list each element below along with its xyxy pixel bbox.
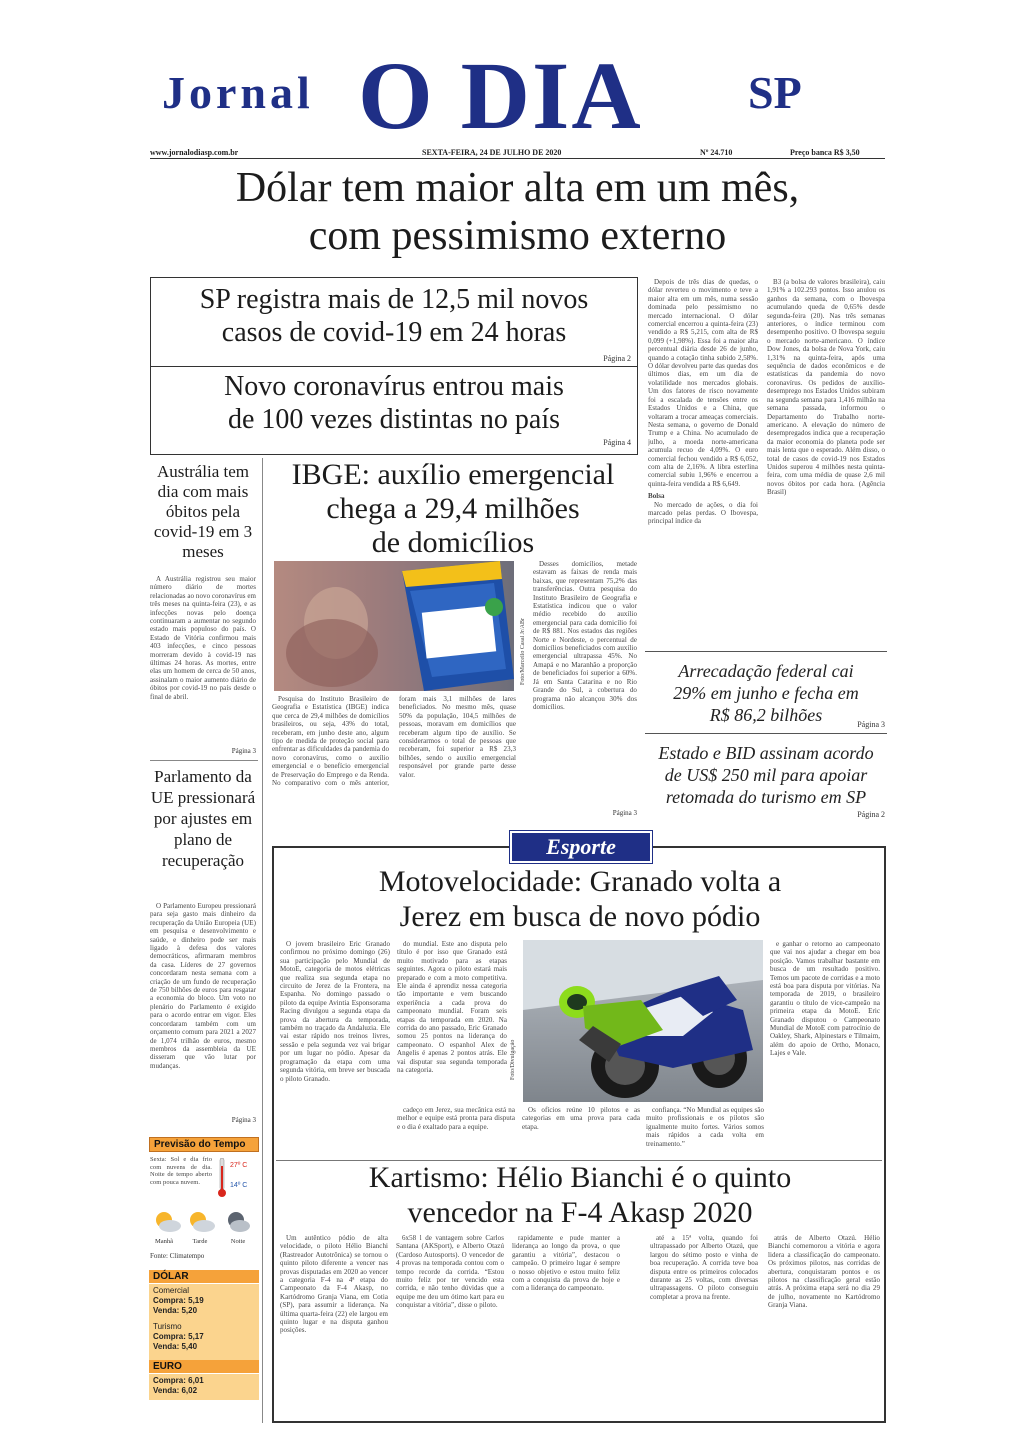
dollar-story-col2 bbox=[767, 278, 885, 646]
moto-photo-credit: Foto/Divulgação bbox=[510, 1039, 516, 1080]
euro-box bbox=[149, 1374, 259, 1400]
australia-body: A Austrália registrou seu maior número diário de mortes relacionadas ao novo coronavírus em três meses na quinta-feira (23), e as infecções novas pelo doença continuaram a aumentar no segundo estado mais populoso do país. O Estado de Vitória confirmou mais 403 infecções, e cinco pessoas morreram devido à covid-19 nas últimas 24 horas. As mortes, entre elas um homem de cerca de 50 anos, assinalam o maior aumento diário de óbitos por covid-19 no país desde o final de abril. bbox=[150, 575, 256, 701]
moto-body-bottom2: Os ofícios reúne 10 pilotos e as categorias em uma prova para cada etapa. bbox=[522, 1106, 640, 1131]
moto-col2 bbox=[397, 940, 507, 1100]
moto-body-bottom3: confiança. “No Mundial as equipes são muito profissionais e os pilotos são igualmente muito fortes. Vários somos mais rápidos a cada volta em treinamento.” bbox=[646, 1106, 764, 1148]
parlamento-page-ref: Página 3 bbox=[231, 1116, 256, 1124]
ibge-text-left bbox=[272, 695, 516, 821]
box-divider bbox=[151, 366, 637, 367]
bolsa-subtitle: Bolsa bbox=[648, 492, 665, 501]
masthead-jornal: Jornal bbox=[162, 67, 314, 118]
moto-col-bottom2 bbox=[522, 1106, 640, 1158]
ibge-line3: de domicílios bbox=[371, 526, 535, 559]
moto-photo bbox=[523, 940, 763, 1102]
box2-line2: de 100 vezes distintas no país bbox=[227, 404, 561, 435]
euro-title: EURO bbox=[149, 1360, 259, 1373]
parlamento-body: O Parlamento Europeu pressionará para seja gasto mais dinheiro da recuperação da União Europeia (UE) em pesquisa e desenvolvimento e saúde, e dinheiro pode ser mais ligado à defesa dos valores democráticos, afirmaram membros da casa. Líderes de 27 governos concordaram nesta semana com a criação de um fundo de recuperação de 750 bilhões de euros para resgatar a economia do bloco. Um voto no plenário do Parlamento é exigido para o acordo entrar em vigor. Eles concordaram também com um orçamento comum para 2021 a 2027 de 1,074 trilhão de euros, mesmo membros da assembleia da UE disseram que vão lutar por mudanças. bbox=[150, 902, 256, 1070]
sun-cloud-icon bbox=[152, 1210, 182, 1234]
box1-line1: SP registra mais de 12,5 mil novos bbox=[199, 284, 589, 315]
kart-body2: 6x58 l de vantagem sobre Carlos Santana (AKSport), e Alberto Otazú (Cardoso Autosports). O vencedor de 4 provas na temporada contou com o tempo recorde da corrida. “Estou muito feliz por ter vencido esta corrida, e não tenho dúvidas que a equipe me deu um ótimo kart para eu conquistar a vitória”, disse o piloto. bbox=[396, 1234, 504, 1310]
estado-bid-line1: Estado e BID assinam acordo bbox=[658, 743, 874, 763]
edition-number: Nº 24.710 bbox=[700, 148, 733, 157]
arrecadacao-page-ref: Página 3 bbox=[857, 720, 885, 729]
rule bbox=[645, 651, 887, 652]
box1-headline[interactable] bbox=[151, 283, 637, 349]
weather-title: Previsão do Tempo bbox=[149, 1137, 259, 1152]
dolar-turismo-venda: Venda: 5,40 bbox=[153, 1342, 198, 1351]
min-temp: 14º C bbox=[230, 1182, 248, 1189]
ibge-photo-credit: Foto/Marcello Casal Jr/ABr bbox=[520, 618, 526, 685]
kart-line2: vencedor na F-4 Akasp 2020 bbox=[407, 1196, 753, 1229]
moto-body1: O jovem brasileiro Eric Granado confirmou no próximo domingo (26) sua participação pelo Mundial de MotoE, categoria de motos elétricas que realiza sua segunda etapa no circuito de Jerez de la Frontera, na Espanha. No domingo passado o piloto da equipe Avintia Esponsorama Racing divulgou a segunda etapa da prova da abertura da temporada, também no traçado da Andaluzia. Ele vai estar rápido nos treinos livres, sessão e pela segunda vez vai brigar por um lugar no pódio. Apesar da programação da etapa com uma segunda vitória, em breve ser buscada o piloto Granado. bbox=[280, 940, 390, 1083]
main-headline-line2: com pessimismo externo bbox=[308, 213, 727, 259]
moto-line2: Jerez em busca de novo pódio bbox=[399, 900, 761, 933]
arrecadacao-line2: 29% em junho e fecha em bbox=[673, 683, 859, 703]
dollar-story-text1: Depois de três dias de quedas, o dólar reverteu o movimento e teve a maior alta em um mês, numa sessão dominada pelo pessimismo no mercado internacional. O dólar comercial encerrou a quinta-feira (23) vendido a R$ 5,215, com alta de R$ 0,099 (+1,98%). Essa foi a maior alta percentual diária desde 26 de junho, quando a cotação tinha subido 2,58%. O dólar devolveu parte das quedas dos últimos dias, em um dia de volatilidade nos mercados globais. Um dos fatores de risco novamente foi a escalada de tensões entre os Estados Unidos e a China, que voltaram a trocar ameaças comerciais. Nesta semana, o governo de Donald Trump e a China. No acumulado de julho, a moeda norte-americana acumula recuo de 4,09%. O euro comercial fechou vendido a R$ 6,052, com alta de 2,16%. A libra esterlina comercial subiu 1,96% e encerrou a quinta-feira vendida a R$ 6,649. bbox=[648, 278, 758, 488]
estado-bid-line2: de US$ 250 mil para apoiar bbox=[664, 765, 868, 785]
weather-source: Fonte: Climatempo bbox=[150, 1252, 205, 1260]
kart-body1: Um autêntico pódio de alta velocidade, o piloto Hélio Bianchi (Rastreador Autotrônica) se tornou o quinto piloto diferente a vencer nas provas disputadas em 2020 ao vencer a categoria F-4 na 4ª etapa do Campeonato da F-4 Akasp, no Kartódromo Granja Viana, em Cotia (SP), para assumir a liderança. Na última quarta-feira (22) ele largou em quinto lugar e na disputa ganhou posições. bbox=[280, 1234, 388, 1335]
moto-line1: Motovelocidade: Granado volta a bbox=[378, 865, 782, 898]
masthead-sp: SP bbox=[748, 67, 802, 118]
dolar-turismo: Turismo bbox=[153, 1322, 182, 1331]
moto-body-right: e ganhar o retorno ao campeonato que vai nos ajudar a chegar em boa posição. Vamos trabalhar bastante em busca de um resultado positivo. Temos um pacote de corridas e a moto está boa para disputa por vitórias. Na temporada de 2019, o brasileiro garantiu o título de vice-campeão na primeira etapa da MotoE. Eric Granado disputou o Campeonato Mundial de MotoE com patrocínio de Oakley, Shark, Alpinestars e Tilmaim, além do apoio de Ortho, Monaco, Lajes e Vale. bbox=[770, 940, 880, 1058]
weather-label-night: Noite bbox=[230, 1238, 246, 1245]
masthead-rule bbox=[150, 158, 885, 159]
dolar-turismo-compra: Compra: 5,17 bbox=[153, 1332, 204, 1341]
australia-page-ref: Página 3 bbox=[231, 747, 256, 755]
estado-bid-headline[interactable] bbox=[645, 742, 887, 808]
kart-col2 bbox=[396, 1234, 504, 1417]
bolsa-text: No mercado de ações, o dia foi marcado pelas perdas. O Ibovespa, principal índice da bbox=[648, 500, 758, 526]
kart-col3 bbox=[512, 1234, 620, 1417]
dollar-story-col1 bbox=[648, 278, 758, 646]
ibge-text-right bbox=[533, 560, 637, 816]
australia-headline[interactable]: Austrália tem dia com mais óbitos pela covid-19 em 3 meses bbox=[153, 462, 253, 561]
ibge-headline[interactable] bbox=[268, 458, 638, 560]
main-headline-line1: Dólar tem maior alta em um mês, bbox=[235, 165, 800, 211]
box2-line1: Novo coronavírus entrou mais bbox=[224, 371, 564, 402]
dollar-story-text2: B3 (a bolsa de valores brasileira), caiu 1,91% a 102.293 pontos. Isso anulou os ganhos da semana, com o Ibovespa acumulando queda de 0,65% desde segunda-feira (20). Nas três semanas anteriores, o índice terminou com desempenho positivo. O Ibovespa seguiu o mercado norte-americano. O índice Dow Jones, da bolsa de Nova York, caiu 1,31% na quinta-feira, após uma sequência de dados econômicos e de estatísticas da pandemia do novo coronavírus. Os pedidos de auxílio-desemprego nos Estados Unidos subiram na segunda semana para 1,416 milhão na semana passada, informou o Departamento do Trabalho norte-americano. A elevação do número de desempregados indica que a recuperação da maior economia do planeta pode ser mais lenta que o esperado. Além disso, o total de casos de covid-19 nos Estados Unidos superou 4 milhões nesta quinta-feira, com uma média de quase 2,6 mil novos óbitos por cada hora. (Agência Brasil) bbox=[767, 278, 885, 497]
moto-headline[interactable] bbox=[280, 864, 880, 934]
kart-body4: até a 15ª volta, quando foi ultrapassado por Alberto Otazú, que largou do sétimo posto e vinha de boa recuperação. A corrida teve boa disputa entre os primeiros colocados durante as 25 voltas, com diversas ultrapassagens. O piloto conseguiu completar a prova na frente. bbox=[650, 1234, 758, 1301]
dolar-comercial: Comercial bbox=[153, 1286, 190, 1295]
kart-col5 bbox=[768, 1234, 880, 1417]
issue-date: SEXTA-FEIRA, 24 DE JULHO DE 2020 bbox=[422, 148, 562, 157]
kart-headline[interactable] bbox=[280, 1160, 880, 1230]
dolar-box bbox=[149, 1284, 259, 1362]
ibge-photo bbox=[274, 561, 514, 691]
sun-cloud-icon bbox=[186, 1210, 216, 1234]
main-headline[interactable] bbox=[150, 164, 885, 260]
rule bbox=[645, 733, 887, 734]
box2-headline[interactable] bbox=[151, 370, 637, 436]
ibge-line2: chega a 29,4 milhões bbox=[326, 492, 580, 525]
kart-body3: rapidamente e pude manter a liderança ao longo da prova, o que garantiu a vitória”, destacou o campeão. O primeiro lugar é sempre o nosso objetivo e estou muito feliz com a conquista da prova de hoje e com a liderança do campeonato. bbox=[512, 1234, 620, 1293]
kart-col4 bbox=[650, 1234, 758, 1417]
moto-body-bottom1: cadeço em Jerez, sua mecânica está na melhor e equipe está pronta para disputa e o dia é exaltado para a equipe. bbox=[397, 1106, 515, 1131]
moon-cloud-icon bbox=[224, 1210, 252, 1234]
parlamento-text bbox=[150, 902, 256, 1116]
weather-text: Sexta: Sol e dia frio com nuvens de dia. Noite de tempo aberto com pouca nuvem. bbox=[150, 1156, 212, 1186]
ibge-body-left: Pesquisa do Instituto Brasileiro de Geografia e Estatística (IBGE) indica que cerca de 29,4 milhões de domicílios brasileiros, ou seja, 43% do total, receberam, em junho deste ano, algum tipo de medida de proteção social para enfrentar as dificuldades da pandemia do novo coronavírus, como o auxílio emergencial e o benefício emergencial de Preservação do Emprego e da Renda. No comparativo com o mês anterior, foram mais 3,1 milhões de lares beneficiados. No mesmo mês, quase 50% da população, 104,5 milhões de pessoas, moravam em domicílios que receberam algum tipo de auxílio. Se considerarmos o total de pessoas que receberam, foi superior a R$ 23,3 bilhões, sendo o auxílio emergencial responsável por grande parte desse valor. bbox=[272, 695, 516, 788]
euro-venda: Venda: 6,02 bbox=[153, 1386, 198, 1395]
arrecadacao-line3: R$ 86,2 bilhões bbox=[709, 705, 823, 725]
kart-line1: Kartismo: Hélio Bianchi é o quinto bbox=[368, 1161, 792, 1194]
website-link[interactable]: www.jornalodiasp.com.br bbox=[150, 148, 239, 157]
arrecadacao-line1: Arrecadação federal cai bbox=[678, 661, 854, 681]
box1-line2: casos de covid-19 em 24 horas bbox=[221, 317, 567, 348]
thermometer-icon bbox=[218, 1158, 226, 1198]
moto-col-bottom1 bbox=[397, 1106, 515, 1158]
euro-compra: Compra: 6,01 bbox=[153, 1376, 204, 1385]
box2-page-ref: Página 4 bbox=[603, 438, 631, 447]
dolar-title: DÓLAR bbox=[149, 1270, 259, 1283]
boxed-headlines bbox=[150, 277, 638, 455]
esporte-tag[interactable]: Esporte bbox=[510, 831, 652, 863]
weather-label-afternoon: Tarde bbox=[192, 1238, 208, 1245]
kart-col1 bbox=[280, 1234, 388, 1417]
weather-label-morning: Manhã bbox=[154, 1238, 174, 1245]
max-temp: 27º C bbox=[230, 1162, 248, 1169]
australia-text bbox=[150, 575, 256, 747]
parlamento-headline[interactable]: Parlamento da UE pressionará por ajustes em plano de recuperação bbox=[150, 767, 256, 870]
price: Preço banca R$ 3,50 bbox=[790, 148, 860, 157]
ibge-line1: IBGE: auxílio emergencial bbox=[291, 458, 615, 491]
ibge-page-ref: Página 3 bbox=[612, 809, 637, 817]
rule bbox=[150, 760, 258, 761]
ibge-body-right: Desses domicílios, metade estavam as faixas de renda mais baixas, que representam 75,2% das transferências. Outra pesquisa do Instituto Brasileiro de Geografia e Estatística indicou que o valor médio recebido do auxílio emergencial para cada domicílio foi de R$ 881. Nos estados das regiões Norte e Nordeste, o percentual de domicílios beneficiados com auxílio emergencial ultrapassa 45%. No Amapá e no Maranhão a proporção de beneficiados foi superior a 60%. Já em Santa Catarina e no Rio Grande do Sul, a cobertura do programa não alcançou 30% dos domicílios. bbox=[533, 560, 637, 711]
moto-col1 bbox=[280, 940, 390, 1100]
moto-col-bottom3 bbox=[646, 1106, 764, 1158]
estado-bid-page-ref: Página 2 bbox=[857, 810, 885, 819]
estado-bid-line3: retomada do turismo em SP bbox=[665, 787, 867, 807]
moto-col-right bbox=[770, 940, 880, 1158]
moto-body2: do mundial. Este ano disputa pelo título é por isso que Granado está muito motivado para as etapas seguintes. Agora o piloto estará mais preparado e com a moto competitiva. Ele ainda é aprendiz nessa categoria tão importante e vem buscando experiência a cada prova do campeonato mundial. Foram seis etapas da temporada em 2020. Na corrida do ano passado, Eric Granado somou 25 pontos na liderança do campeonato. O espanhol Alex de Angelis é apenas 2 pontos atrás. Ele vai disputar sua segunda temporada na categoria. bbox=[397, 940, 507, 1075]
box1-page-ref: Página 2 bbox=[603, 354, 631, 363]
kart-body5: atrás de Alberto Otazú. Hélio Bianchi comemorou a vitória e agora lidera a classificação do campeonato. Os próximos pilotos, nas corridas de abertura, conquistaram pontos e os pilotos na classificação geral estão atrás. A próxima etapa será no dia 29 de julho, novamente no Kartódromo Granja Viana. bbox=[768, 1234, 880, 1310]
dolar-comercial-venda: Venda: 5,20 bbox=[153, 1306, 198, 1315]
dolar-comercial-compra: Compra: 5,19 bbox=[153, 1296, 204, 1305]
arrecadacao-headline[interactable] bbox=[645, 660, 887, 726]
masthead-logo: O DIA bbox=[358, 42, 643, 149]
